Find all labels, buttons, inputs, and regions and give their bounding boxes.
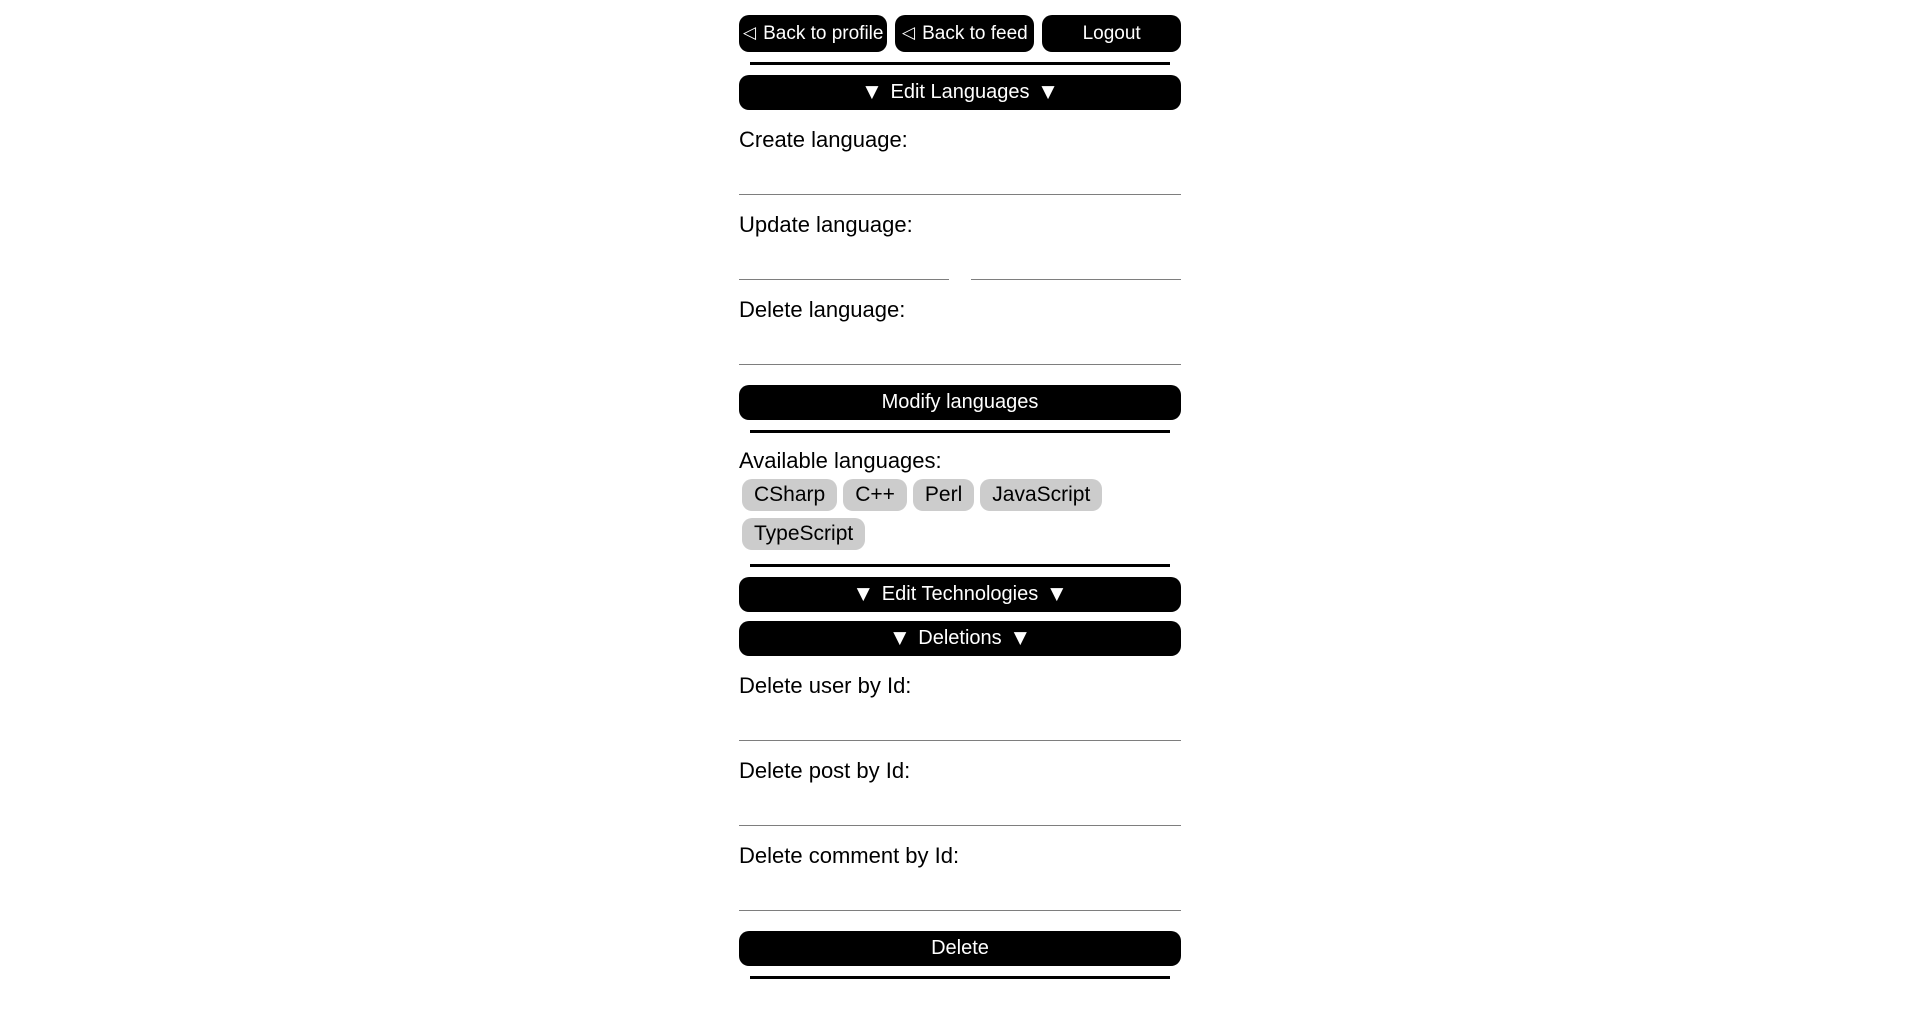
chevron-down-icon: ▼	[865, 82, 879, 102]
delete-language-label: Delete language:	[739, 297, 906, 322]
section-divider	[750, 976, 1170, 979]
delete-user-input[interactable]	[739, 699, 1181, 741]
deletions-toggle[interactable]	[739, 621, 1181, 656]
logout-button[interactable]	[1042, 15, 1181, 52]
edit-technologies-toggle[interactable]	[739, 577, 1181, 612]
update-language-new-input[interactable]	[971, 238, 1181, 280]
deletions-toggle-label: Deletions	[918, 627, 1002, 649]
available-languages-label: Available languages:	[739, 448, 942, 473]
admin-panel	[739, 15, 1181, 979]
available-languages-list	[739, 479, 1181, 550]
back-to-feed-button[interactable]	[895, 15, 1034, 52]
back-icon: ◁	[902, 23, 916, 43]
language-tag: Perl	[913, 479, 974, 511]
update-language-old-input[interactable]	[739, 238, 949, 280]
section-divider	[750, 564, 1170, 567]
delete-comment-input[interactable]	[739, 869, 1181, 911]
delete-post-input[interactable]	[739, 784, 1181, 826]
update-language-inputs	[739, 238, 1181, 280]
section-divider	[750, 430, 1170, 433]
modify-languages-button[interactable]	[739, 385, 1181, 420]
delete-button[interactable]	[739, 931, 1181, 966]
logout-label: Logout	[1082, 22, 1141, 44]
back-to-profile-label: Back to profile	[763, 22, 884, 44]
edit-languages-toggle[interactable]	[739, 75, 1181, 110]
delete-comment-label: Delete comment by Id:	[739, 843, 960, 868]
back-icon: ◁	[743, 23, 757, 43]
delete-user-label: Delete user by Id:	[739, 673, 912, 698]
chevron-down-icon: ▼	[856, 584, 870, 604]
language-tag: C++	[843, 479, 907, 511]
chevron-down-icon: ▼	[1013, 628, 1027, 648]
top-nav-row	[739, 15, 1181, 52]
section-divider	[750, 62, 1170, 65]
modify-languages-label: Modify languages	[881, 391, 1039, 413]
edit-technologies-toggle-label: Edit Technologies	[881, 583, 1039, 605]
delete-language-input[interactable]	[739, 323, 1181, 365]
chevron-down-icon: ▼	[1050, 584, 1064, 604]
language-tag: TypeScript	[742, 518, 865, 550]
back-to-feed-label: Back to feed	[922, 22, 1028, 44]
back-to-profile-button[interactable]	[739, 15, 887, 52]
language-tag: JavaScript	[980, 479, 1102, 511]
chevron-down-icon: ▼	[1041, 82, 1055, 102]
delete-post-label: Delete post by Id:	[739, 758, 911, 783]
delete-button-label: Delete	[931, 937, 989, 959]
chevron-down-icon: ▼	[893, 628, 907, 648]
edit-languages-toggle-label: Edit Languages	[890, 81, 1030, 103]
language-tag: CSharp	[742, 479, 837, 511]
update-language-label: Update language:	[739, 212, 913, 237]
create-language-label: Create language:	[739, 127, 908, 152]
create-language-input[interactable]	[739, 153, 1181, 195]
